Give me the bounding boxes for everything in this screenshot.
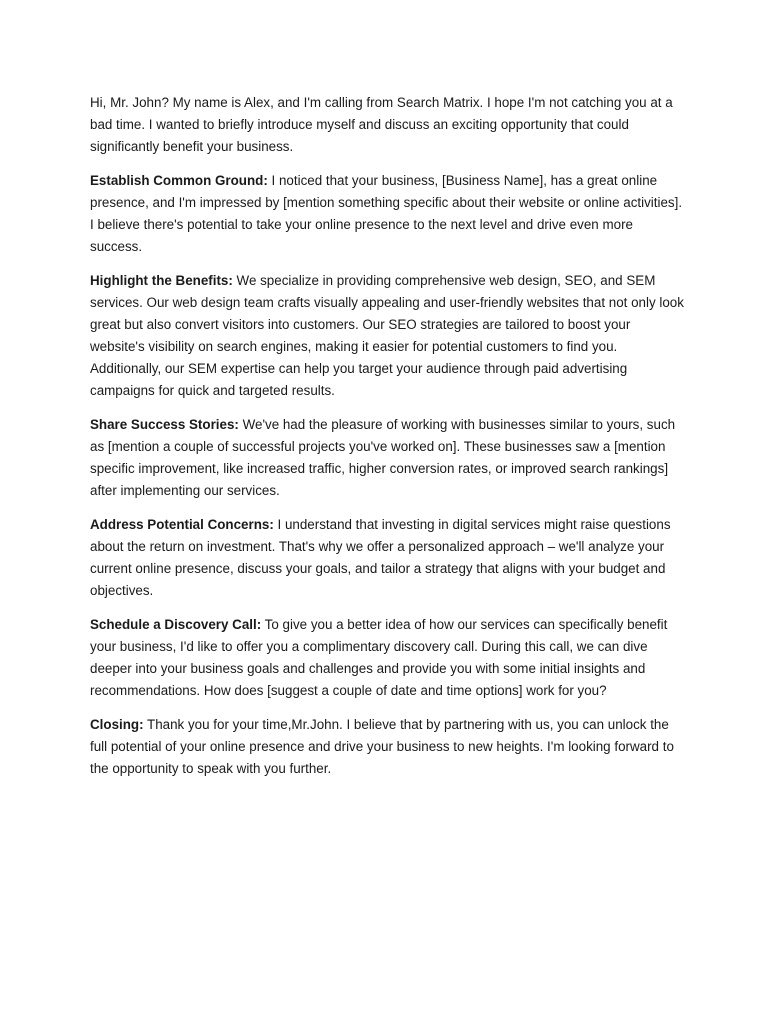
paragraph-share-success-stories bbox=[90, 414, 686, 502]
paragraph-closing bbox=[90, 714, 686, 780]
section-heading: Highlight the Benefits: bbox=[90, 273, 233, 289]
section-heading: Address Potential Concerns: bbox=[90, 516, 274, 532]
section-body: To give you a better idea of how our services can specifically benefit your business, I'd like to offer you a complimentary discovery call. During this call, we can dive deeper into your business goals and challenges and provide you with some initial insights and recommendations. How does [suggest a couple of date and time options] work for you? bbox=[90, 616, 668, 698]
section-body: Thank you for your time,Mr.John. I believe that by partnering with us, you can unlock the full potential of your online presence and drive your business to new heights. I'm looking forward to the opportunity to speak with you further. bbox=[90, 717, 674, 776]
section-body: I understand that investing in digital services might raise questions about the return on investment. That's why we offer a personalized approach – we'll analyze your current online presence, discuss your goals, and tailor a strategy that aligns with your budget and objectives. bbox=[90, 516, 671, 598]
section-heading: Share Success Stories: bbox=[90, 416, 239, 432]
section-heading: Schedule a Discovery Call: bbox=[90, 616, 262, 632]
section-body: We've had the pleasure of working with businesses similar to yours, such as [mention a couple of successful projects you've worked on]. These businesses saw a [mention specific improvement, like increased traffic, higher conversion rates, or improved search rankings] after implementing our services. bbox=[90, 416, 676, 498]
document-body bbox=[90, 92, 686, 792]
section-body: I noticed that your business, [Business Name], has a great online presence, and I'm impressed by [mention something specific about their website or online activities]. I believe there's potential to take your online presence to the next level and drive even more success. bbox=[90, 173, 683, 254]
section-body: We specialize in providing comprehensive web design, SEO, and SEM services. Our web design team crafts visually appealing and user-friendly websites that not only look great but also convert visitors into customers. Our SEO strategies are tailored to boost your website's visibility on search engines, making it easier for potential customers to find you. Additionally, our SEM expertise can help you target your audience through paid advertising campaigns for quick and targeted results. bbox=[90, 273, 684, 398]
section-heading: Closing: bbox=[90, 717, 144, 732]
paragraph-address-concerns bbox=[90, 514, 686, 602]
section-heading: Establish Common Ground: bbox=[90, 173, 268, 189]
paragraph-schedule-discovery-call bbox=[90, 614, 686, 702]
paragraph-highlight-benefits bbox=[90, 270, 686, 401]
intro-paragraph: Hi, Mr. John? My name is Alex, and I'm calling from Search Matrix. I hope I'm not catching you at a bad time. I wanted to briefly introduce myself and discuss an exciting opportunity that could significantly benefit your business. bbox=[90, 95, 673, 154]
paragraph-establish-common-ground bbox=[90, 170, 686, 258]
